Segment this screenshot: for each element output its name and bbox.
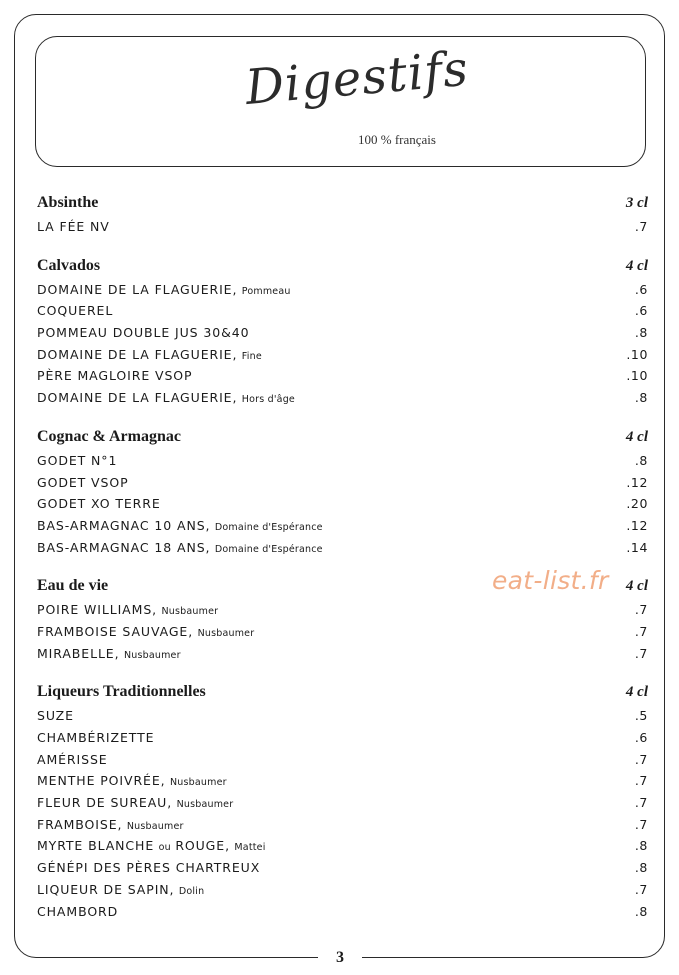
section-header bbox=[37, 194, 648, 218]
item-label bbox=[37, 751, 108, 769]
item-label bbox=[37, 218, 110, 236]
item-price: .10 bbox=[626, 368, 648, 384]
item-detail: Nusbaumer bbox=[197, 627, 255, 639]
menu-item bbox=[37, 623, 648, 645]
section-header bbox=[37, 428, 648, 452]
item-detail: Dolin bbox=[178, 885, 205, 897]
item-detail: Domaine d'Espérance bbox=[214, 543, 323, 555]
item-label bbox=[37, 389, 295, 407]
item-name: LA FÉE NV bbox=[37, 219, 110, 234]
item-label bbox=[37, 452, 117, 470]
item-price: .7 bbox=[634, 773, 648, 789]
item-name: MIRABELLE, bbox=[37, 645, 120, 661]
item-price: .6 bbox=[634, 730, 648, 745]
item-detail: Nusbaumer bbox=[126, 820, 184, 832]
item-price: .8 bbox=[634, 325, 648, 341]
menu-section bbox=[37, 428, 648, 560]
item-name: FRAMBOISE SAUVAGE, bbox=[37, 623, 194, 639]
watermark: eat-list.fr bbox=[492, 566, 609, 595]
menu-item bbox=[37, 816, 648, 838]
item-detail: Hors d'âge bbox=[241, 394, 295, 406]
menu-item bbox=[37, 452, 648, 474]
item-price: .7 bbox=[634, 816, 648, 832]
item-name: SUZE bbox=[37, 708, 74, 724]
menu-item bbox=[37, 218, 648, 240]
item-name-secondary: ROUGE, bbox=[175, 838, 230, 854]
item-name: GODET XO TERRE bbox=[37, 496, 161, 512]
item-detail: Domaine d'Espérance bbox=[214, 521, 323, 533]
page-number-box bbox=[318, 947, 362, 969]
item-label bbox=[37, 903, 118, 921]
item-price: .10 bbox=[626, 346, 648, 362]
menu-item bbox=[37, 346, 648, 368]
item-label bbox=[37, 539, 323, 557]
section-title: Liqueurs Traditionnelles bbox=[37, 683, 206, 701]
item-name: LIQUEUR DE SAPIN, bbox=[37, 881, 175, 897]
menu-section bbox=[37, 257, 648, 411]
item-name: CHAMBÉRIZETTE bbox=[37, 730, 155, 745]
menu-item bbox=[37, 837, 648, 859]
menu-item bbox=[37, 729, 648, 751]
item-price: .8 bbox=[634, 903, 648, 919]
item-label bbox=[37, 837, 266, 855]
section-unit: 4 cl bbox=[625, 578, 648, 595]
section-unit: 4 cl bbox=[625, 684, 648, 701]
menu-item bbox=[37, 751, 648, 773]
item-label bbox=[37, 324, 249, 342]
item-name: FRAMBOISE, bbox=[37, 816, 123, 832]
item-label bbox=[37, 729, 154, 747]
item-price: .7 bbox=[634, 602, 648, 618]
section-title: Calvados bbox=[37, 256, 101, 274]
item-label bbox=[37, 623, 254, 641]
item-label bbox=[37, 367, 192, 385]
item-label bbox=[37, 881, 204, 899]
menu-item bbox=[37, 903, 648, 925]
menu-section bbox=[37, 194, 648, 240]
item-detail: Fine bbox=[241, 350, 262, 362]
page-number: 3 bbox=[336, 949, 344, 966]
menu-item bbox=[37, 495, 648, 517]
menu-section bbox=[37, 683, 648, 924]
item-label bbox=[37, 794, 233, 812]
item-name: AMÉRISSE bbox=[37, 751, 108, 767]
item-price: .8 bbox=[634, 452, 648, 468]
page-title: Digestifs bbox=[243, 40, 471, 117]
section-unit: 3 cl bbox=[625, 195, 648, 211]
menu-item bbox=[37, 474, 648, 496]
page-subtitle: 100 % français bbox=[358, 132, 436, 147]
menu-item bbox=[37, 539, 648, 561]
item-price: .7 bbox=[634, 795, 648, 811]
item-name: DOMAINE DE LA FLAGUERIE, bbox=[37, 281, 238, 297]
menu-item bbox=[37, 601, 648, 623]
item-name: MYRTE BLANCHE bbox=[37, 838, 155, 854]
item-name: GODET VSOP bbox=[37, 474, 129, 490]
item-name: BAS-ARMAGNAC 18 ANS, bbox=[37, 539, 211, 555]
menu-item bbox=[37, 772, 648, 794]
section-unit: 4 cl bbox=[625, 257, 648, 274]
item-price: .7 bbox=[634, 645, 648, 661]
item-name: MENTHE POIVRÉE, bbox=[37, 773, 166, 789]
item-price: .8 bbox=[634, 860, 648, 876]
item-name: GÉNÉPI DES PÈRES CHARTREUX bbox=[37, 860, 261, 876]
section-title: Absinthe bbox=[37, 194, 99, 211]
item-price: .7 bbox=[634, 751, 648, 767]
item-label bbox=[37, 816, 184, 834]
item-price: .14 bbox=[626, 539, 648, 555]
item-label bbox=[37, 859, 260, 877]
item-label bbox=[37, 772, 227, 790]
item-name: COQUEREL bbox=[37, 303, 114, 319]
item-price: .5 bbox=[634, 708, 648, 724]
section-unit: 4 cl bbox=[625, 428, 648, 445]
item-detail: Nusbaumer bbox=[123, 649, 181, 661]
menu-item bbox=[37, 517, 648, 539]
item-detail: Nusbaumer bbox=[176, 799, 234, 811]
item-detail: Nusbaumer bbox=[169, 777, 227, 789]
item-price: .7 bbox=[634, 881, 648, 897]
item-label bbox=[37, 474, 129, 492]
item-name: POMMEAU DOUBLE JUS 30&40 bbox=[37, 325, 250, 341]
item-price: .7 bbox=[634, 219, 648, 234]
item-name: FLEUR DE SUREAU, bbox=[37, 795, 173, 811]
menu-item bbox=[37, 302, 648, 324]
menu-item bbox=[37, 281, 648, 303]
item-price: .6 bbox=[634, 303, 648, 319]
section-header bbox=[37, 257, 648, 281]
item-label bbox=[37, 302, 113, 320]
item-price: .12 bbox=[626, 474, 648, 490]
section-title: Eau de vie bbox=[37, 577, 109, 595]
section-title: Cognac & Armagnac bbox=[37, 427, 181, 445]
menu-item bbox=[37, 794, 648, 816]
item-label bbox=[37, 517, 323, 535]
item-label bbox=[37, 346, 262, 364]
item-label bbox=[37, 495, 161, 513]
menu-item bbox=[37, 881, 648, 903]
item-name: POIRE WILLIAMS, bbox=[37, 602, 158, 618]
menu-item bbox=[37, 707, 648, 729]
section-header bbox=[37, 577, 648, 601]
item-price: .12 bbox=[626, 517, 648, 533]
item-detail: Pommeau bbox=[241, 285, 291, 297]
item-label bbox=[37, 707, 74, 725]
item-price: .6 bbox=[634, 281, 648, 297]
section-header bbox=[37, 683, 648, 707]
item-name: GODET N°1 bbox=[37, 452, 118, 468]
item-price: .8 bbox=[634, 838, 648, 854]
item-name: DOMAINE DE LA FLAGUERIE, bbox=[37, 390, 238, 406]
menu-item bbox=[37, 324, 648, 346]
item-name: BAS-ARMAGNAC 10 ANS, bbox=[37, 517, 211, 533]
item-name: PÈRE MAGLOIRE VSOP bbox=[37, 368, 193, 384]
item-detail-secondary: Mattei bbox=[234, 842, 266, 854]
menu-item bbox=[37, 859, 648, 881]
item-label bbox=[37, 281, 291, 299]
menu-item bbox=[37, 645, 648, 667]
item-name: CHAMBORD bbox=[37, 903, 119, 919]
menu-section bbox=[37, 577, 648, 666]
item-label bbox=[37, 645, 181, 663]
menu-item bbox=[37, 367, 648, 389]
item-detail: ou bbox=[158, 842, 171, 854]
item-price: .7 bbox=[634, 623, 648, 639]
menu-item bbox=[37, 389, 648, 411]
item-price: .8 bbox=[634, 390, 648, 406]
item-detail: Nusbaumer bbox=[161, 606, 219, 618]
item-price: .20 bbox=[626, 496, 648, 512]
menu-list bbox=[37, 194, 648, 941]
item-name: DOMAINE DE LA FLAGUERIE, bbox=[37, 346, 238, 362]
item-label bbox=[37, 601, 218, 619]
